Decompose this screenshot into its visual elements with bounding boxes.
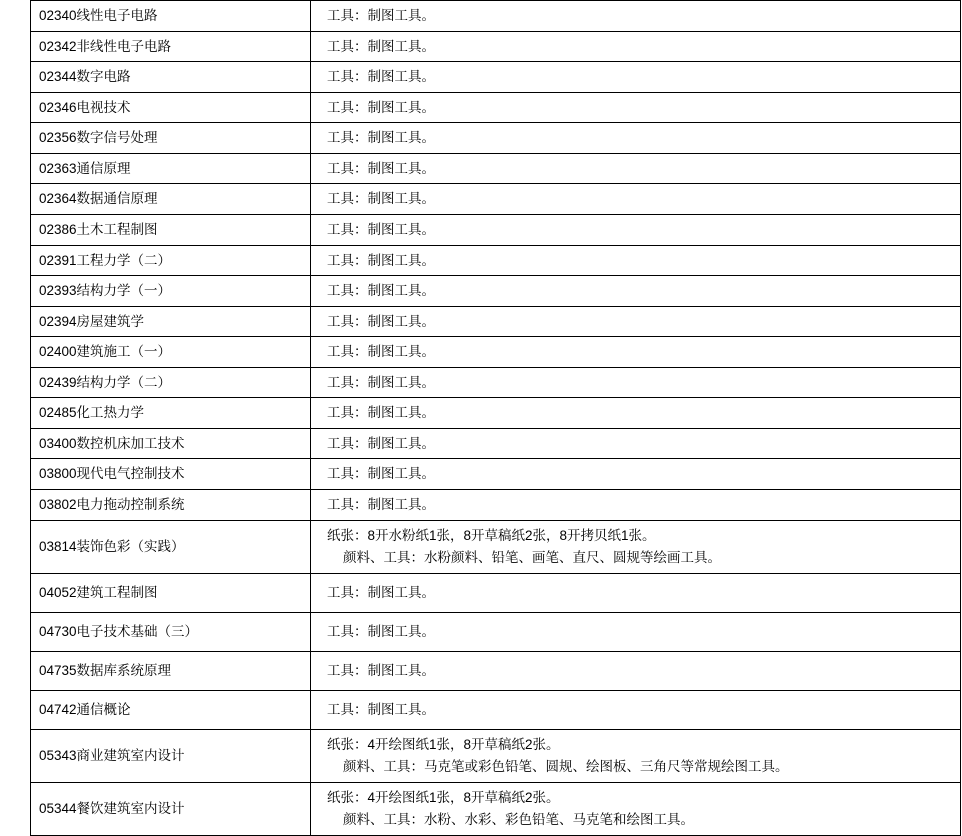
course-code-text: 02394房屋建筑学 (39, 313, 145, 329)
tool-requirement-cell (311, 337, 961, 368)
table-row (31, 62, 961, 93)
tool-requirement-text (311, 783, 960, 835)
table-row (31, 337, 961, 368)
course-code-cell (31, 428, 311, 459)
course-code-cell (31, 520, 311, 573)
tool-requirement-cell (311, 92, 961, 123)
tool-requirement-text (311, 730, 960, 782)
tool-line: 颜料、工具：水粉、水彩、彩色铅笔、马克笔和绘图工具。 (343, 812, 694, 828)
course-code-cell (31, 490, 311, 521)
tool-line: 工具：制图工具。 (327, 374, 435, 390)
tool-line: 工具：制图工具。 (327, 497, 435, 512)
course-code-cell (31, 459, 311, 490)
tool-line: 纸张：4开绘图纸1张，8开草稿纸2张。 (327, 789, 560, 805)
course-code-cell (31, 573, 311, 612)
tool-requirement-cell (311, 459, 961, 490)
course-code-text: 02439结构力学（二） (39, 374, 172, 390)
course-code-cell (31, 782, 311, 835)
tool-requirement-cell (311, 184, 961, 215)
course-code-cell (31, 92, 311, 123)
tool-requirement-cell (311, 62, 961, 93)
course-code-cell (31, 367, 311, 398)
tool-line: 纸张：4开绘图纸1张，8开草稿纸2张。 (327, 736, 560, 752)
tool-requirement-text (311, 184, 960, 214)
tool-line: 工具：制图工具。 (327, 130, 435, 146)
tool-requirement-cell (311, 153, 961, 184)
tool-line: 工具：制图工具。 (327, 623, 435, 639)
tool-line: 工具：制图工具。 (327, 466, 435, 482)
tool-requirement-text (311, 32, 960, 62)
tool-line: 工具：制图工具。 (327, 584, 435, 600)
tool-line: 工具：制图工具。 (327, 283, 435, 299)
course-code-cell (31, 1, 311, 32)
tool-requirement-cell (311, 782, 961, 835)
course-code-text: 03800现代电气控制技术 (39, 466, 185, 482)
course-code-text: 02393结构力学（一） (39, 283, 172, 299)
tool-requirement-text (311, 93, 960, 123)
tool-requirement-text (311, 656, 960, 686)
tool-requirement-cell (311, 245, 961, 276)
course-code-text: 02344数字电路 (39, 69, 131, 85)
tool-line: 工具：制图工具。 (327, 191, 435, 207)
course-code-cell (31, 729, 311, 782)
course-code-cell (31, 245, 311, 276)
tool-requirement-cell (311, 573, 961, 612)
tool-requirement-text (311, 246, 960, 276)
tool-requirement-cell (311, 612, 961, 651)
course-code-cell (31, 398, 311, 429)
table-row (31, 306, 961, 337)
tool-requirement-cell (311, 428, 961, 459)
table-row (31, 428, 961, 459)
tool-line: 工具：制图工具。 (327, 99, 435, 115)
tool-line: 工具：制图工具。 (327, 38, 435, 54)
tool-line: 颜料、工具：马克笔或彩色铅笔、圆规、绘图板、三角尺等常规绘图工具。 (343, 759, 789, 775)
tool-requirement-text (311, 276, 960, 306)
tool-requirement-cell (311, 729, 961, 782)
tool-line: 工具：制图工具。 (327, 701, 435, 717)
tool-requirement-text (311, 617, 960, 647)
table-row (31, 651, 961, 690)
course-code-text: 05344餐饮建筑室内设计 (39, 801, 185, 817)
tool-requirement-text (311, 215, 960, 245)
tool-requirement-cell (311, 367, 961, 398)
table-row (31, 398, 961, 429)
tool-line: 工具：制图工具。 (327, 252, 435, 268)
tool-requirement-text (311, 429, 960, 459)
course-code-cell (31, 62, 311, 93)
course-code-text: 02485化工热力学 (39, 405, 145, 421)
table-row (31, 729, 961, 782)
tool-requirement-cell (311, 1, 961, 32)
course-code-cell (31, 184, 311, 215)
tool-requirement-text (311, 521, 960, 573)
table-row (31, 490, 961, 521)
course-code-text: 02342非线性电子电路 (39, 38, 172, 54)
tool-requirement-text (311, 490, 960, 520)
tool-line: 工具：制图工具。 (327, 344, 435, 360)
course-code-text: 02391工程力学（二） (39, 252, 172, 268)
course-code-cell (31, 651, 311, 690)
course-code-cell (31, 690, 311, 729)
table-row (31, 782, 961, 835)
table-row (31, 367, 961, 398)
tool-requirement-text (311, 1, 960, 31)
tool-line: 工具：制图工具。 (327, 221, 435, 237)
tool-line: 纸张：8开水粉纸1张，8开草稿纸2张，8开拷贝纸1张。 (327, 527, 656, 543)
tool-requirement-text (311, 154, 960, 184)
course-code-text: 04735数据库系统原理 (39, 662, 172, 678)
tool-requirement-text (311, 695, 960, 725)
course-code-text: 02346电视技术 (39, 99, 131, 115)
course-code-text: 03400数控机床加工技术 (39, 435, 185, 451)
tool-requirement-cell (311, 31, 961, 62)
tool-line: 工具：制图工具。 (327, 662, 435, 678)
table-row (31, 123, 961, 154)
course-code-text: 05343商业建筑室内设计 (39, 747, 185, 763)
table-row (31, 245, 961, 276)
tool-requirement-text (311, 398, 960, 428)
tool-requirement-text (311, 578, 960, 608)
course-code-text: 02400建筑施工（一） (39, 344, 172, 360)
table-row (31, 153, 961, 184)
table-body (31, 1, 961, 836)
table-row (31, 1, 961, 32)
course-code-text: 02356数字信号处理 (39, 130, 158, 146)
table-row (31, 31, 961, 62)
tool-line: 工具：制图工具。 (327, 435, 435, 451)
course-code-text: 04052建筑工程制图 (39, 584, 158, 600)
course-code-text: 02386土木工程制图 (39, 221, 158, 237)
tool-requirement-cell (311, 398, 961, 429)
tool-line: 工具：制图工具。 (327, 405, 435, 421)
tool-requirement-text (311, 459, 960, 489)
tool-requirement-cell (311, 520, 961, 573)
course-code-text: 04742通信概论 (39, 701, 131, 717)
table-row (31, 214, 961, 245)
course-code-cell (31, 276, 311, 307)
tool-line: 工具：制图工具。 (327, 313, 435, 329)
tool-requirement-cell (311, 123, 961, 154)
course-code-cell (31, 123, 311, 154)
course-code-cell (31, 337, 311, 368)
tool-requirement-text (311, 337, 960, 367)
table-row (31, 520, 961, 573)
course-code-text: 02340线性电子电路 (39, 8, 158, 23)
tool-line: 颜料、工具：水粉颜料、铅笔、画笔、直尺、圆规等绘画工具。 (343, 550, 721, 566)
course-code-text: 04730电子技术基础（三） (39, 623, 199, 639)
tool-line: 工具：制图工具。 (327, 160, 435, 176)
tool-requirement-text (311, 307, 960, 337)
table-row (31, 573, 961, 612)
course-code-text: 02363通信原理 (39, 160, 131, 176)
course-code-cell (31, 214, 311, 245)
tool-requirement-text (311, 62, 960, 92)
table-row (31, 690, 961, 729)
tool-requirement-cell (311, 306, 961, 337)
table-row (31, 459, 961, 490)
course-code-text: 03814装饰色彩（实践） (39, 538, 185, 554)
table-row (31, 276, 961, 307)
tool-requirement-text (311, 368, 960, 398)
course-tools-table (30, 0, 961, 836)
course-code-text: 02364数据通信原理 (39, 191, 158, 207)
tool-requirement-cell (311, 214, 961, 245)
table-row (31, 612, 961, 651)
tool-requirement-cell (311, 490, 961, 521)
course-code-cell (31, 612, 311, 651)
table-row (31, 92, 961, 123)
course-code-text: 03802电力拖动控制系统 (39, 497, 185, 512)
tool-requirement-cell (311, 276, 961, 307)
course-code-cell (31, 306, 311, 337)
tool-requirement-cell (311, 651, 961, 690)
course-code-cell (31, 153, 311, 184)
tool-line: 工具：制图工具。 (327, 69, 435, 85)
course-code-cell (31, 31, 311, 62)
table-row (31, 184, 961, 215)
tool-line: 工具：制图工具。 (327, 8, 435, 23)
tool-requirement-text (311, 123, 960, 153)
tool-requirement-cell (311, 690, 961, 729)
